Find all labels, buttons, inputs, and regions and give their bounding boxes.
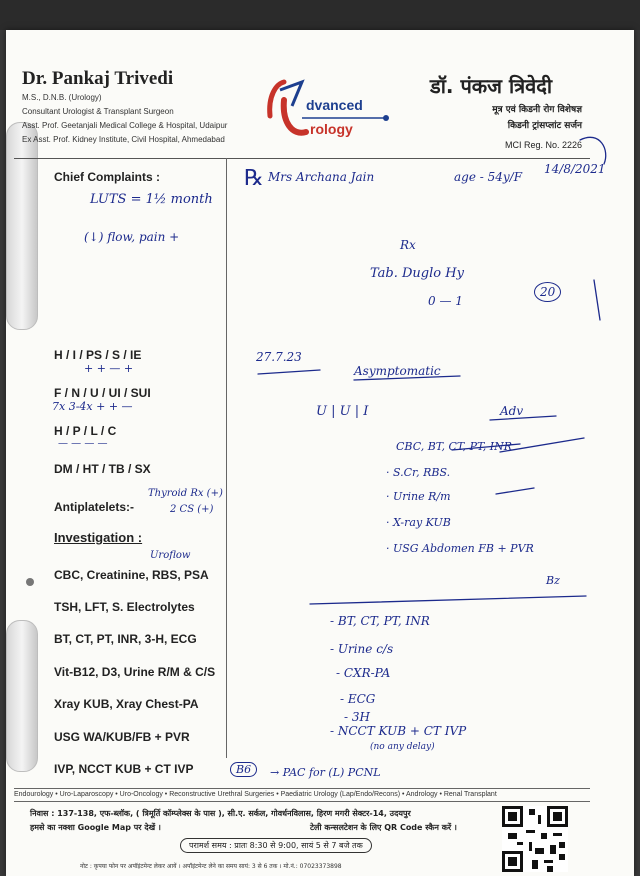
handwritten-advice-item: · USG Abdomen FB + PVR — [386, 542, 534, 555]
handwritten-dose: 0 — 1 — [428, 294, 463, 308]
rx-symbol: ℞ — [244, 166, 264, 191]
antiplatelets-label: Antiplatelets:- — [54, 500, 135, 514]
handwritten-pac-note: → PAC for (L) PCNL — [270, 766, 381, 779]
doctor-name: Dr. Pankaj Trivedi — [22, 68, 174, 89]
handwritten-plan-item: - CXR-PA — [336, 666, 391, 680]
qr-code — [502, 806, 568, 872]
consult-timing: परामर्श समय : प्रातः 8:30 से 9:00, सायं 5 से 7 बजे तक — [180, 838, 372, 853]
handwritten-plan-item: - BT, CT, PT, INR — [330, 614, 430, 628]
specialty-hindi: मूत्र एवं किडनी रोग विशेषज्ञ — [492, 105, 582, 115]
handwritten-b6: B6 — [230, 762, 257, 777]
handwritten-uroflow: Uroflow — [150, 550, 191, 561]
handwritten-advice-item: · Urine R/m — [386, 490, 451, 503]
handwritten-tablet: Tab. Duglo Hy — [370, 266, 464, 281]
h2-row-label: H / P / L / C — [54, 424, 117, 438]
handwritten-advice-item: · X-ray KUB — [386, 516, 451, 529]
handwritten-date-2: 27.7.23 — [256, 350, 302, 364]
handwritten-complaint: LUTS = 1½ month — [90, 192, 213, 207]
handwritten-advice-item: CBC, BT, CT, PT, INR — [396, 440, 513, 453]
handwritten-age: age - 54y/F — [454, 170, 523, 184]
handwritten-adv: Adv — [500, 404, 524, 418]
address-line: निवास : 137-138, एफ-ब्लॉक, ( त्रिमूर्ति कॉम्प्लेक्स के पास ), सी.ए. सर्कल, गोवर्धनविलास, हिरण मगरी सेक्टर-14, उदयपुर — [30, 809, 411, 818]
credential-line: Asst. Prof. Geetanjali Medical College & Hospital, Udaipur — [22, 121, 228, 130]
credential-line: M.S., D.N.B. (Urology) — [22, 93, 102, 102]
handwritten-plan-item: (no any delay) — [370, 742, 435, 752]
handwritten-plan-item: - ECG — [340, 692, 376, 706]
doctor-name-hindi: डॉ. पंकज त्रिवेदी — [430, 74, 553, 98]
logo-text-advanced: dvanced — [306, 97, 363, 113]
specialty-hindi-2: किडनी ट्रांसप्लांट सर्जन — [507, 121, 582, 131]
investigation-item: Vit-B12, D3, Urine R/M & C/S — [54, 665, 216, 679]
services-band: Endourology • Uro-Laparoscopy • Uro-Oncology • Reconstructive Urethral Surgeries • Paediatric Urology (Lap/Endo/Recons) • Andrology • Renal Transplant — [14, 788, 590, 802]
dm-row-label: DM / HT / TB / SX — [54, 462, 151, 476]
handwritten-bz: Bz — [546, 574, 560, 587]
credential-line: Consultant Urologist & Transplant Surgeon — [22, 107, 174, 116]
handwritten-h-marks: + + — + — [84, 362, 134, 375]
investigation-item: BT, CT, PT, INR, 3-H, ECG — [54, 632, 197, 646]
handwritten-rx: Rx — [400, 238, 416, 252]
investigation-item: Xray KUB, Xray Chest-PA — [54, 697, 199, 711]
handwritten-f-marks: 7x 3-4x + + — — [52, 400, 133, 413]
handwritten-complaint: (↓) flow, pain + — [84, 230, 180, 244]
investigation-item: TSH, LFT, S. Electrolytes — [54, 600, 195, 614]
handwritten-date: 14/8/2021 — [544, 162, 606, 176]
logo-text-urology: rology — [310, 121, 353, 137]
qr-note: टेली कन्सलटेशन के लिए QR Code स्कैन करें । — [310, 823, 457, 832]
handwritten-advice-item: · S.Cr, RBS. — [386, 466, 451, 479]
handwritten-antiplatelet-note: Thyroid Rx (+) — [148, 488, 223, 499]
handwritten-plan-item: - 3H — [344, 710, 370, 724]
credential-line: Ex Asst. Prof. Kidney Institute, Civil Hospital, Ahmedabad — [22, 135, 225, 144]
handwritten-uvi: U | U | I — [316, 404, 369, 419]
investigation-item: IVP, NCCT KUB + CT IVP — [54, 762, 194, 776]
handwritten-plan-item: - NCCT KUB + CT IVP — [330, 724, 467, 738]
handwritten-antiplatelet-note-2: 2 CS (+) — [170, 504, 214, 515]
investigation-item: CBC, Creatinine, RBS, PSA — [54, 568, 209, 582]
handwritten-days: 20 — [534, 282, 561, 302]
appointment-note: नोट : कृपया फोन पर अपॉइंटमेन्ट लेकर आयें । अपॉइंटमेन्ट लेने का समय सायं: 3 से 6 तक । मो.नं.: 07023373898 — [80, 863, 342, 870]
handwritten-h2-marks: — — — — — [58, 438, 108, 449]
handwritten-plan-item: - Urine c/s — [330, 642, 394, 656]
f-row-label: F / N / U / UI / SUI — [54, 386, 151, 400]
map-note: हमसे का नक्शा Google Map पर देखें । — [30, 823, 161, 832]
chief-complaints-label: Chief Complaints : — [54, 170, 161, 184]
investigation-heading: Investigation : — [54, 530, 143, 545]
h-row-label: H / I / PS / S / IE — [54, 348, 142, 362]
handwritten-asymptomatic: Asymptomatic — [354, 364, 441, 378]
reg-number: MCI Reg. No. 2226 — [504, 140, 582, 150]
handwritten-patient-name: Mrs Archana Jain — [268, 170, 375, 184]
investigation-item: USG WA/KUB/FB + PVR — [54, 730, 190, 744]
